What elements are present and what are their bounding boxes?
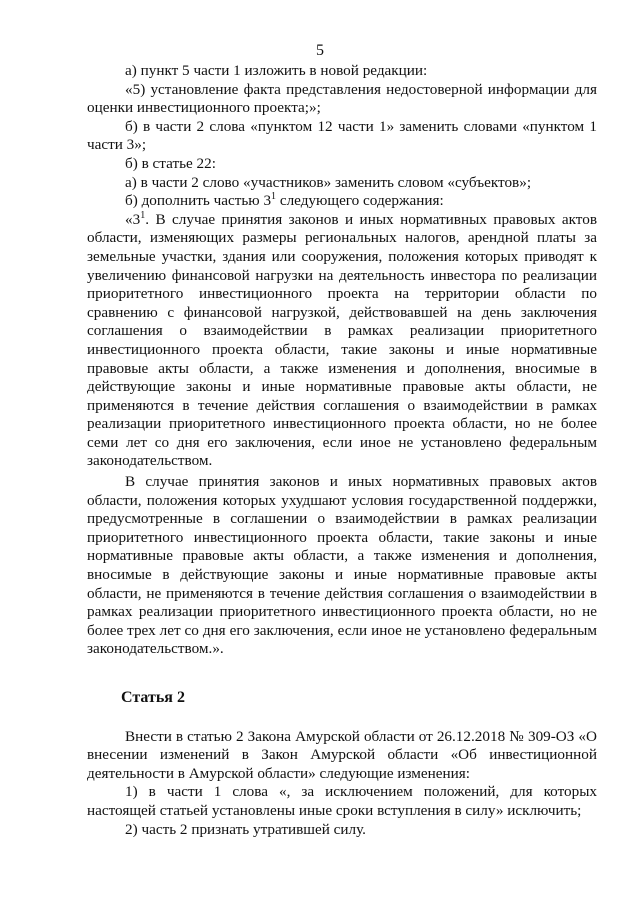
paragraph-second-case: В случае принятия законов и иных нормативных правовых актов области, положения которых ухудшают условия государственной поддержки, предусмотренные в соглашении о взаимодействии в рамках реализации приоритетного инвестиционного проекта области, такие законы и иные нормативные правовые акты области, а также изменения и дополнения, вносимые в действующие законы и иные нормативные правовые акты области, не применяются в течение действия соглашения о взаимодействии в рамках реализации приоритетного инвестиционного проекта области, но не более трех лет со дня его заключения, если иное не установлено федеральным законодательством.». [87, 473, 597, 658]
paragraph-quote-5: «5) установление факта представления недостоверной информации для оценки инвестиционного проекта;»; [87, 80, 597, 117]
article-2-intro: Внести в статью 2 Закона Амурской области от 26.12.2018 № 309-ОЗ «О внесении изменений в Закон Амурской области «Об инвестиционной деятельности в Амурской области» следующие изменения: [87, 727, 597, 782]
paragraph-item-b: б) в части 2 слова «пунктом 12 части 1» заменить словами «пунктом 1 части 3»; [87, 117, 597, 154]
article-2-item-2: 2) часть 2 признать утратившей силу. [125, 820, 366, 838]
text-fragment: б) дополнить частью 3 [125, 192, 272, 210]
paragraph-article-22: б) в статье 22: [125, 154, 216, 172]
document-body [87, 62, 597, 839]
text-fragment: «3 [125, 210, 141, 228]
paragraph-item-a-22: а) в части 2 слово «участников» заменить словом «субъектов»; [125, 173, 532, 191]
superscript: 1 [140, 209, 146, 221]
article-2-item-1: 1) в части 1 слова «, за исключением положений, для которых настоящей статьей установлены иные сроки вступления в силу» исключить; [87, 783, 597, 819]
paragraph-item-a: а) пункт 5 части 1 изложить в новой редакции: [125, 62, 428, 79]
superscript: 1 [271, 191, 277, 203]
paragraph-part-3-1 [87, 211, 597, 471]
text-fragment: . В случае принятия законов и иных нормативных правовых актов области, изменяющих размеры региональных налогов, арендной платы за земельные участки, здания или сооружения, положения которых приводят к увеличению финансовой нагрузки на деятельность инвестора по реализации приоритетного инвестиционного проекта на территории области по сравнению с финансовой нагрузкой, действовавшей на день заключения соглашения о взаимодействии в рамках реализации приоритетного инвестиционного проекта области, такие законы и иные нормативные правовые акты области, а также изменения и дополнения, вносимые в действующие законы и иные нормативные правовые акты области, не применяются в течение действия соглашения о взаимодействии в рамках реализации приоритетного инвестиционного проекта области, но не более семи лет со дня его заключения, если иное не установлено федеральным законодательством. [87, 210, 597, 470]
text-fragment: следующего содержания: [276, 192, 444, 210]
article-2-heading: Статья 2 [121, 689, 185, 706]
page-number: 5 [316, 42, 324, 59]
paragraph-item-b-22 [87, 192, 597, 211]
